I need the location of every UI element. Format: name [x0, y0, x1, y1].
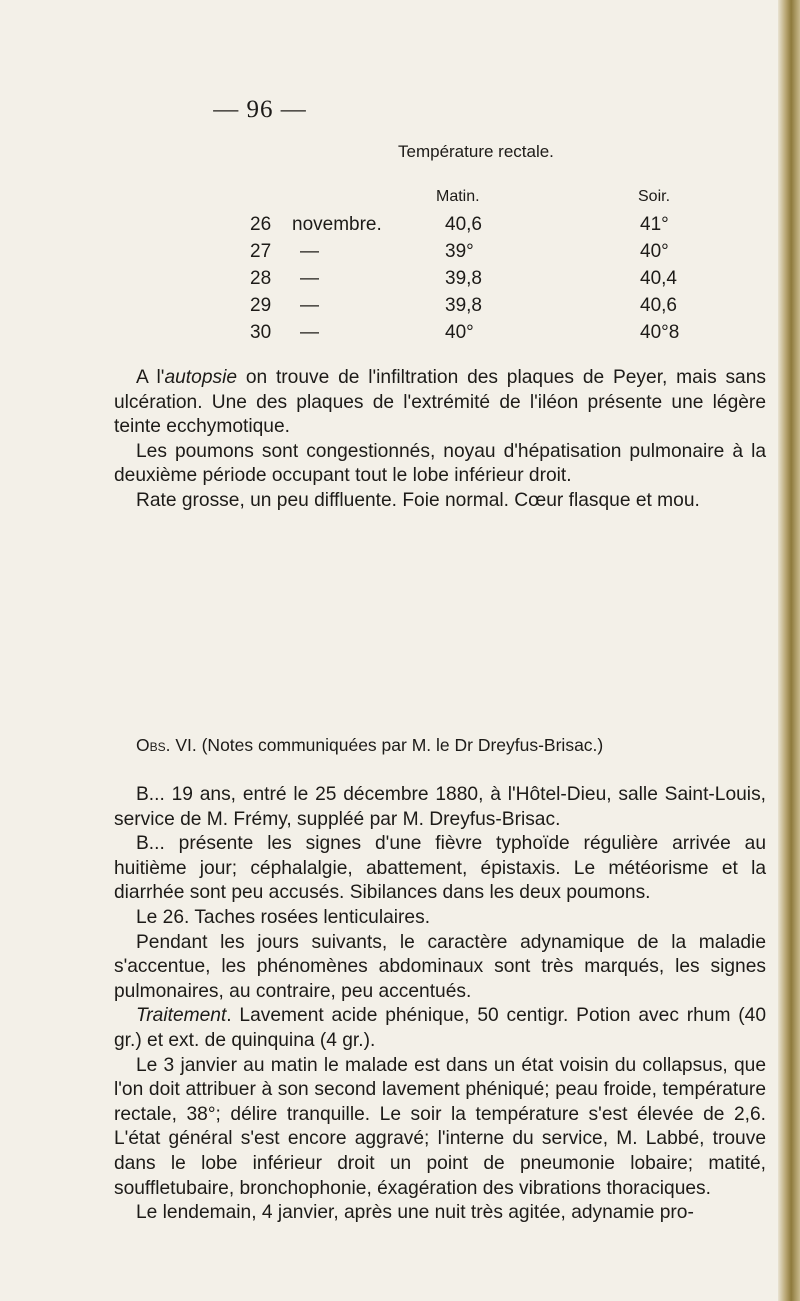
case-paragraph: Le 26. Taches rosées lenticulaires. — [136, 906, 431, 928]
autopsy-paragraph — [114, 366, 766, 440]
autopsy-word: autopsie — [164, 367, 238, 388]
case-paragraph: Le lendemain, 4 janvier, après une nuit très agitée, adynamie pro- — [136, 1202, 694, 1224]
row-day: 30 — [250, 322, 272, 343]
page-number: — 96 — — [213, 96, 307, 123]
case-paragraph: Pendant les jours suivants, le caractère adynamique de la maladie s'accentue, les phénomènes abdominaux sont très marqués, les signes pulmonaires, au contraire, peu accentués. — [114, 931, 766, 1002]
case-paragraph: Le 3 janvier au matin le malade est dans un état voisin du collapsus, que l'on doit attribuer à son second lavement phéniqué; peau froide, température rectale, 38°; délire tranquille. Le soir la température s'est élevée de 2,6. L'état général s'est encore aggravé; l'interne du service, M. Labbé, trouve dans le lobe inférieur droit un point de pneumonie lobaire; matité, souffletubaire, bronchophonie, éxagération des vibrations thoraciques. — [114, 1054, 766, 1199]
obs-title: . VI. (Notes communiquées par M. le Dr Dreyfus-Brisac.) — [165, 735, 604, 755]
row-day: 26 — [250, 214, 272, 235]
row-matin: 40° — [445, 322, 474, 343]
row-month: — — [300, 241, 319, 262]
table-row — [0, 241, 760, 263]
row-day: 29 — [250, 295, 272, 316]
column-matin: Matin. — [436, 188, 480, 205]
treatment-text: . Lavement acide phénique, 50 centigr. Potion avec rhum (40 gr.) et ext. de quinquina (4 gr.). — [114, 1005, 766, 1051]
page-edge — [778, 0, 800, 1301]
table-title: Température rectale. — [398, 142, 554, 161]
row-soir: 40,6 — [640, 295, 677, 316]
row-day: 28 — [250, 268, 272, 289]
treatment-paragraph — [114, 1004, 766, 1053]
row-month: — — [300, 295, 319, 316]
observation-heading — [136, 735, 603, 756]
row-soir: 40° — [640, 241, 669, 262]
lungs-paragraph: Les poumons sont congestionnés, noyau d'hépatisation pulmonaire à la deuxième période occupant tout le lobe inférieur droit. — [114, 440, 766, 487]
table-row — [0, 268, 760, 290]
row-month: — — [300, 322, 319, 343]
table-row — [0, 214, 760, 236]
row-soir: 40,4 — [640, 268, 677, 289]
column-soir: Soir. — [638, 188, 671, 205]
row-matin: 40,6 — [445, 214, 482, 235]
case-paragraph: B... 19 ans, entré le 25 décembre 1880, à l'Hôtel-Dieu, salle Saint-Louis, service de M. Frémy, suppléé par M. Dreyfus-Brisac. — [114, 784, 766, 830]
row-matin: 39,8 — [445, 268, 482, 289]
row-day: 27 — [250, 241, 272, 262]
spleen-paragraph: Rate grosse, un peu diffluente. Foie normal. Cœur flasque et mou. — [136, 489, 700, 511]
autopsy-lead: A l' — [136, 367, 165, 388]
row-month: novembre. — [292, 214, 382, 235]
row-soir: 40°8 — [640, 322, 680, 343]
table-row — [0, 322, 760, 344]
case-paragraph: B... présente les signes d'une fièvre typhoïde régulière arrivée au huitième jour; céphalalgie, abattement, épistaxis. Le météorisme et la diarrhée sont peu accusés. Sibilances dans les deux poumons. — [114, 833, 766, 904]
row-matin: 39° — [445, 241, 474, 262]
case-section — [114, 783, 766, 1226]
row-soir: 41° — [640, 214, 669, 235]
treatment-label: Traitement — [136, 1005, 227, 1027]
table-row — [0, 295, 760, 317]
autopsy-section — [114, 366, 766, 514]
obs-label: Obs — [136, 735, 166, 755]
autopsy-text: on trouve de l'infiltration des plaques de Peyer, mais sans ulcération. Une des plaques de l'extrémité de l'iléon présente une légère teinte ecchymotique. — [114, 367, 766, 438]
table-header-row — [0, 188, 760, 210]
row-month: — — [300, 268, 319, 289]
row-matin: 39,8 — [445, 295, 482, 316]
